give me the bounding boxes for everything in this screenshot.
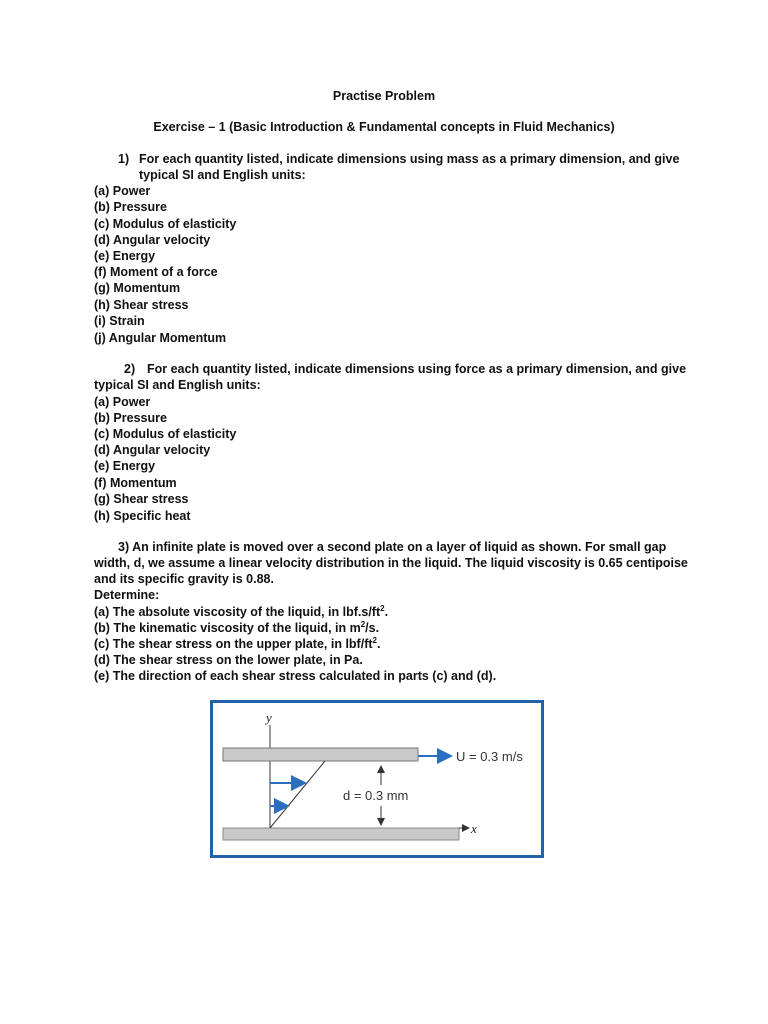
q1-number: 1) [118,152,130,166]
q1-item: (e) Energy [94,249,156,263]
q3-line2: width, d, we assume a linear velocity distribution in the liquid. The liquid viscosity is 0.65 centipoise [94,556,688,570]
exercise-heading: Exercise – 1 (Basic Introduction & Fundamental concepts in Fluid Mechanics) [153,120,615,134]
page-title: Practise Problem [332,89,436,103]
velocity-profile-figure [210,700,544,858]
q3-part-e: (e) The direction of each shear stress calculated in parts (c) and (d). [94,669,497,683]
q3-line1: 3) An infinite plate is moved over a second plate on a layer of liquid as shown. For small gap [118,540,667,554]
lower-plate [223,828,459,840]
q1-item: (h) Shear stress [94,298,189,312]
q1-item: (i) Strain [94,314,145,328]
q3-part-a: (a) The absolute viscosity of the liquid, in $lbf.s/ft^2$. [94,603,389,619]
q1-item: (j) Angular Momentum [94,331,227,345]
q1-item: (d) Angular velocity [94,233,211,247]
q3-line3: and its specific gravity is 0.88. [94,572,274,586]
q2-text-line2: typical SI and English units: [94,378,261,392]
q2-number: 2) [124,362,136,376]
q2-item: (h) Specific heat [94,509,191,523]
velocity-profile-line [270,761,325,828]
q2-item: (b) Pressure [94,411,167,425]
q1-item: (g) Momentum [94,281,181,295]
q1-text-line1: For each quantity listed, indicate dimensions using mass as a primary dimension, and give [139,152,680,166]
q2-text-line1: For each quantity listed, indicate dimensions using force as a primary dimension, and give [147,362,687,376]
q2-item: (c) Modulus of elasticity [94,427,237,441]
upper-plate [223,748,418,761]
q1-item: (a) Power [94,184,151,198]
q3-part-c: (c) The shear stress on the upper plate, in lbf/$ft^2$. [94,635,381,651]
q3-part-b: (b) The kinematic viscosity of the liquid, in $m^2/s$. [94,619,380,635]
q2-item: (a) Power [94,395,151,409]
q1-item: (b) Pressure [94,200,167,214]
figure-svg [213,703,541,855]
q1-item: (f) Moment of a force [94,265,218,279]
q3-determine: Determine: [94,588,160,602]
q2-item: (f) Momentum [94,476,177,490]
x-axis-label: x [471,821,477,836]
velocity-label: U = 0.3 m/s [456,749,523,764]
q1-text-line2: typical SI and English units: [139,168,306,182]
q2-item: (e) Energy [94,459,156,473]
q2-item: (g) Shear stress [94,492,189,506]
q1-item: (c) Modulus of elasticity [94,217,237,231]
y-axis-label: y [266,710,272,725]
q3-part-d: (d) The shear stress on the lower plate, in Pa. [94,653,363,667]
gap-label: d = 0.3 mm [343,788,409,803]
q2-item: (d) Angular velocity [94,443,211,457]
